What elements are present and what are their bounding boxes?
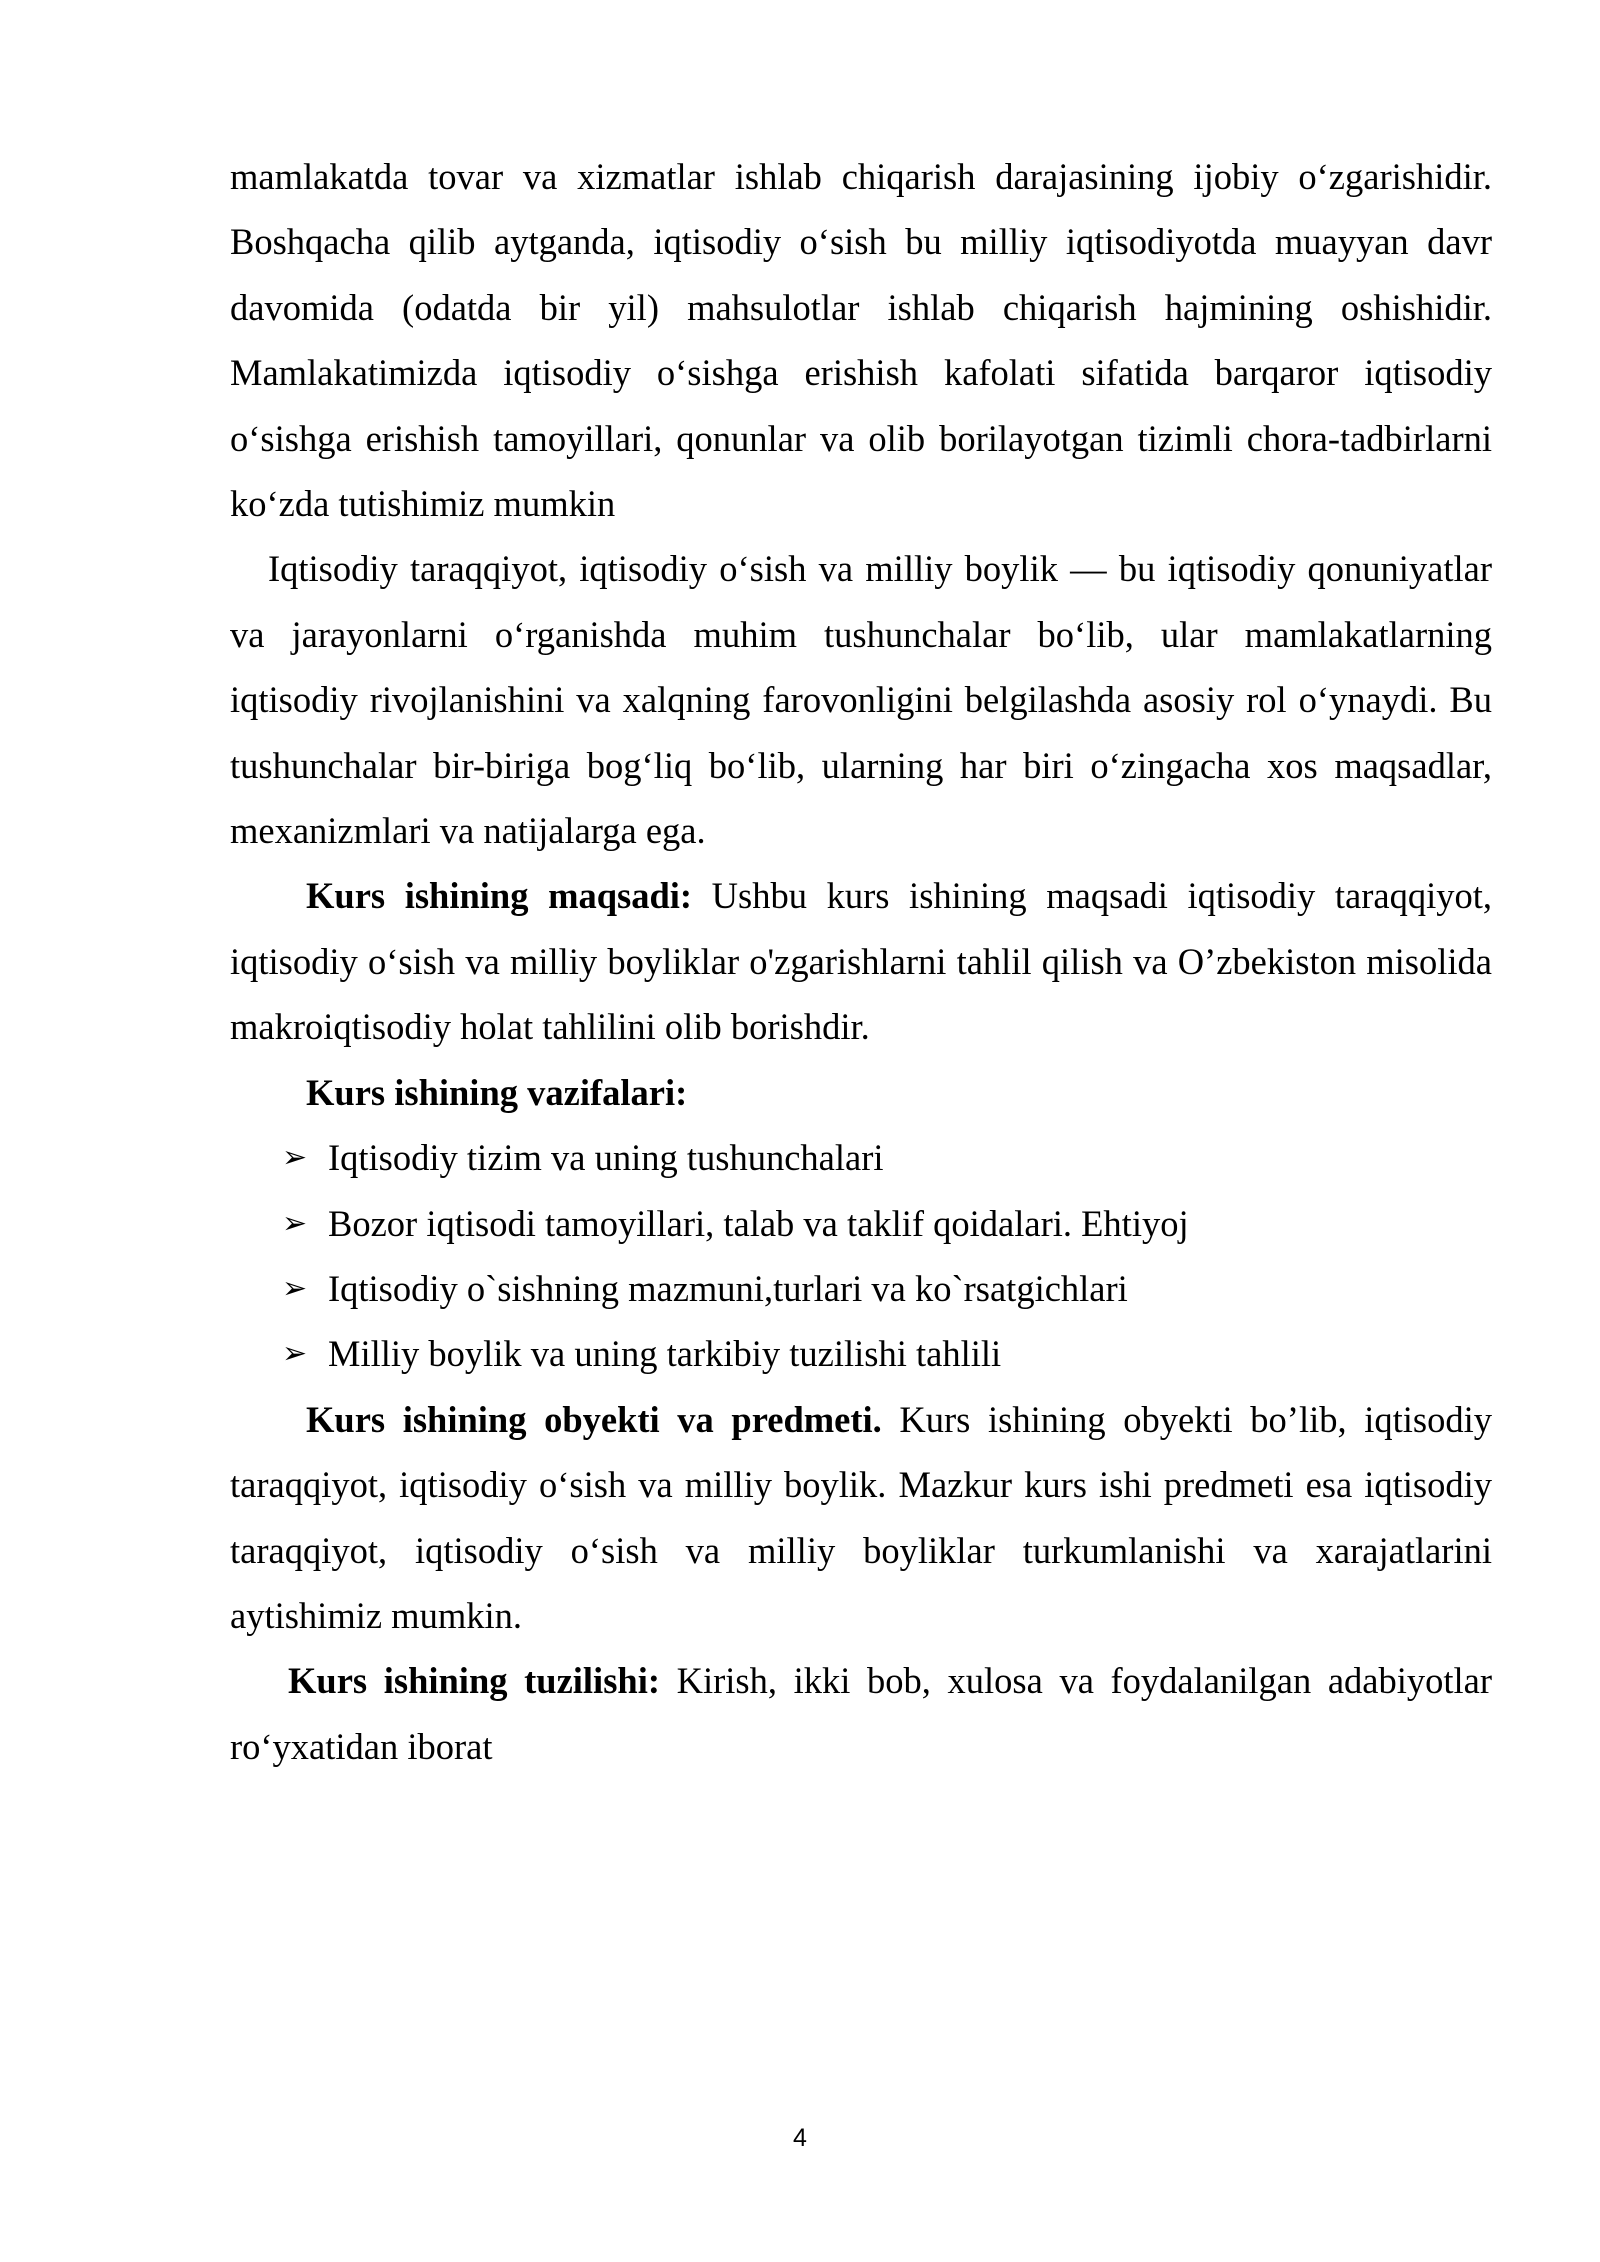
course-object-text: Kurs ishining obyekti bo’lib, iqtisodiy taraqqiyot, iqtisodiy o‘sish va milliy boylik. Mazkur kurs ishi predmeti esa iqtisodiy taraqqiyot, iqtisodiy o‘sish va milliy boyliklar turkumlanishi va xarajatlarini aytishimiz mumkin. [230,1398,1492,1636]
course-object-label: Kurs ishining obyekti va predmeti. [306,1398,882,1440]
list-item-text: Milliy boylik va uning tarkibiy tuzilishi tahlili [328,1333,1002,1375]
course-goal-text: Ushbu kurs ishining maqsadi iqtisodiy taraqqiyot, iqtisodiy o‘sish va milliy boyliklar o'zgarishlarni tahlil qilish va O’zbekiston misolida makroiqtisodiy holat tahlilini olib borishdir. [230,875,1492,1048]
course-tasks-heading [230,1060,1492,1125]
paragraph-course-goal [230,863,1492,1059]
paragraph-economic-growth: mamlakatda tovar va xizmatlar ishlab chiqarish darajasining ijobiy o‘zgarishidir. Boshqacha qilib aytganda, iqtisodiy o‘sish bu milliy iqtisodiyotda muayyan davr davomida (odatda bir yil) mahsulotlar ishlab chiqarish hajmining oshishidir. Mamlakatimizda iqtisodiy o‘sishga erishish kafolati sifatida barqaror iqtisodiy o‘sishga erishish tamoyillari, qonunlar va olib borilayotgan tizimli chora-tadbirlarni ko‘zda tutishimiz mumkin [230,156,1492,525]
list-item-text: Iqtisodiy tizim va uning tushunchalari [328,1137,884,1179]
list-item [230,1321,1492,1386]
course-tasks-label: Kurs ishining vazifalari: [306,1071,688,1113]
arrow-bullet-icon: ➢ [282,1270,308,1306]
arrow-bullet-icon: ➢ [282,1336,308,1372]
page-number: 4 [793,2124,807,2152]
list-item-text: Iqtisodiy o`sishning mazmuni,turlari va ko`rsatgichlari [328,1267,1128,1309]
list-item [230,1191,1492,1256]
arrow-bullet-icon: ➢ [282,1140,308,1176]
list-item [230,1125,1492,1190]
list-item [230,1256,1492,1321]
paragraph-course-structure [230,1648,1492,1779]
course-goal-label: Kurs ishining maqsadi: [306,875,693,917]
paragraph-economic-concepts: Iqtisodiy taraqqiyot, iqtisodiy o‘sish va milliy boylik — bu iqtisodiy qonuniyatlar va jarayonlarni o‘rganishda muhim tushunchalar bo‘lib, ular mamlakatlarning iqtisodiy rivojlanishini va xalqning farovonligini belgilashda asosiy rol o‘ynaydi. Bu tushunchalar bir-biriga bog‘liq bo‘lib, ularning har biri o‘zingacha xos maqsadlar, mexanizmlari va natijalarga ega. [230,548,1492,852]
arrow-bullet-icon: ➢ [282,1205,308,1241]
course-tasks-list [230,1125,1492,1387]
document-page [230,144,1492,1779]
course-structure-text: Kirish, ikki bob, xulosa va foydalanilgan adabiyotlar ro‘yxatidan iborat [230,1660,1492,1767]
paragraph-course-object [230,1387,1492,1649]
list-item-text: Bozor iqtisodi tamoyillari, talab va taklif qoidalari. Ehtiyoj [328,1202,1189,1244]
course-structure-label: Kurs ishining tuzilishi: [288,1660,660,1702]
